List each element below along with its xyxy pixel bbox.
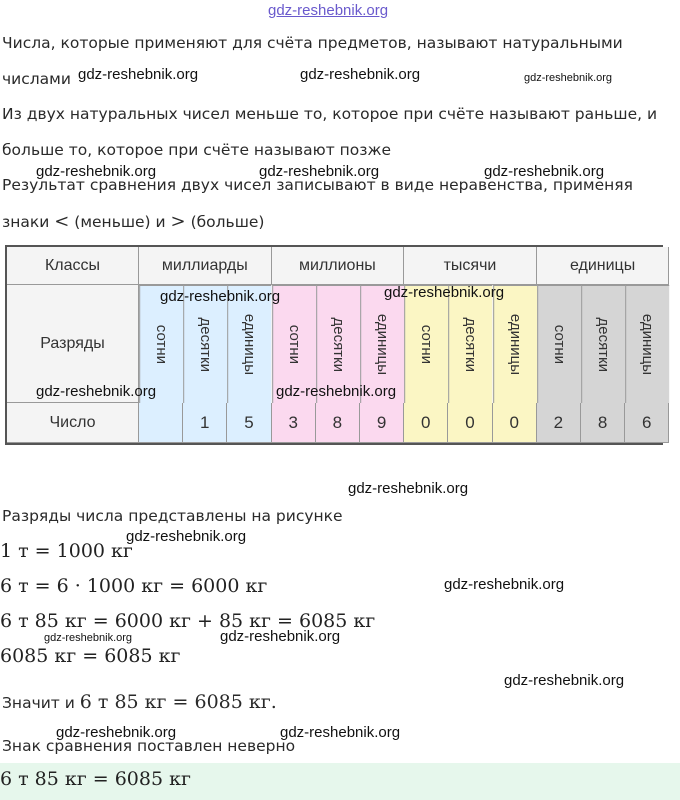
rank-cell-label: единицы: [374, 313, 392, 376]
watermark: gdz-reshebnik.org: [276, 383, 397, 400]
conclusion-label: Значит и: [2, 694, 75, 712]
formula-3: 6 т 85 кг = 6000 кг + 85 кг = 6085 кг: [0, 610, 376, 632]
rank-cell-label: единицы: [241, 313, 259, 376]
class-3: единицы: [537, 247, 670, 285]
rank-cell-label: сотни: [285, 324, 303, 365]
watermark: gdz-reshebnik.org: [504, 672, 625, 689]
watermark: gdz-reshebnik.org: [56, 724, 177, 741]
watermark: gdz-reshebnik.org: [268, 2, 389, 19]
formula-1: 1 т = 1000 кг: [0, 540, 133, 562]
less-label: (меньше) и: [74, 213, 166, 231]
conclusion-line: [2, 691, 277, 713]
digit-cell: 0: [493, 403, 537, 443]
text-line-4: больше то, которое при счёте называют позже: [2, 141, 392, 159]
rank-cell: [581, 285, 625, 403]
rank-cell: [493, 285, 537, 403]
digit-cell: 6: [625, 403, 669, 443]
watermark: gdz-reshebnik.org: [36, 163, 157, 180]
rank-cell: [537, 285, 581, 403]
rank-cell-label: десятки: [595, 317, 613, 372]
text-line-7: Разряды числа представлены на рисунке: [2, 507, 343, 525]
less-sign: <: [54, 211, 70, 232]
class-1: миллионы: [272, 247, 405, 285]
formula-4: 6085 кг = 6085 кг: [0, 645, 181, 667]
classes-header: Классы: [7, 247, 139, 285]
watermark: gdz-reshebnik.org: [259, 163, 380, 180]
watermark: gdz-reshebnik.org: [36, 383, 157, 400]
rank-cell-label: сотни: [418, 324, 436, 365]
watermark: gdz-reshebnik.org: [280, 724, 401, 741]
rank-cell: [448, 285, 492, 403]
watermark: gdz-reshebnik.org: [220, 628, 341, 645]
watermark: gdz-reshebnik.org: [348, 480, 469, 497]
digit-cell: [139, 403, 183, 443]
ranks-header: Разряды: [7, 285, 139, 403]
text-line-6: [2, 211, 264, 232]
digit-cell: 3: [272, 403, 316, 443]
signs-label: знаки: [2, 213, 50, 231]
greater-sign: >: [170, 211, 186, 232]
greater-label: (больше): [190, 213, 265, 231]
text-line-3: Из двух натуральных чисел меньше то, которое при счёте называют раньше, и: [2, 105, 658, 123]
watermark: gdz-reshebnik.org: [126, 528, 247, 545]
rank-cell: [625, 285, 669, 403]
watermark: gdz-reshebnik.org: [44, 632, 133, 644]
rank-cell-label: десятки: [197, 317, 215, 372]
watermark: gdz-reshebnik.org: [78, 66, 199, 83]
rank-cell: [404, 285, 448, 403]
place-value-table: [5, 245, 663, 445]
digit-cell: 1: [183, 403, 227, 443]
text-line-5: Результат сравнения двух чисел записывают в виде неравенства, применяя: [2, 176, 633, 194]
watermark: gdz-reshebnik.org: [300, 66, 421, 83]
conclusion-formula: 6 т 85 кг = 6085 кг.: [79, 691, 277, 713]
class-0: миллиарды: [139, 247, 272, 285]
answer-formula: 6 т 85 кг = 6085 кг: [0, 768, 191, 790]
digit-cell: 8: [581, 403, 625, 443]
rank-cell-label: единицы: [639, 313, 657, 376]
rank-cell-label: десятки: [329, 317, 347, 372]
rank-cell-label: единицы: [506, 313, 524, 376]
watermark: gdz-reshebnik.org: [444, 576, 565, 593]
formula-2: 6 т = 6 · 1000 кг = 6000 кг: [0, 575, 268, 597]
watermark: gdz-reshebnik.org: [384, 284, 505, 301]
text-line-1: Числа, которые применяют для счёта предметов, называют натуральными: [2, 34, 623, 52]
digit-cell: 5: [227, 403, 271, 443]
number-header: Число: [7, 403, 139, 443]
watermark: gdz-reshebnik.org: [160, 288, 281, 305]
digit-cell: 8: [316, 403, 360, 443]
class-2: тысячи: [404, 247, 537, 285]
digit-cell: 9: [360, 403, 404, 443]
digit-cell: 0: [448, 403, 492, 443]
rank-cell-label: сотни: [153, 324, 171, 365]
rank-cell-label: десятки: [462, 317, 480, 372]
text-line-2: числами: [2, 70, 71, 88]
text-line-8: Знак сравнения поставлен неверно: [2, 737, 296, 755]
digit-cell: 0: [404, 403, 448, 443]
rank-cell-label: сотни: [550, 324, 568, 365]
watermark: gdz-reshebnik.org: [484, 163, 605, 180]
digit-cell: 2: [537, 403, 581, 443]
watermark: gdz-reshebnik.org: [524, 72, 613, 84]
